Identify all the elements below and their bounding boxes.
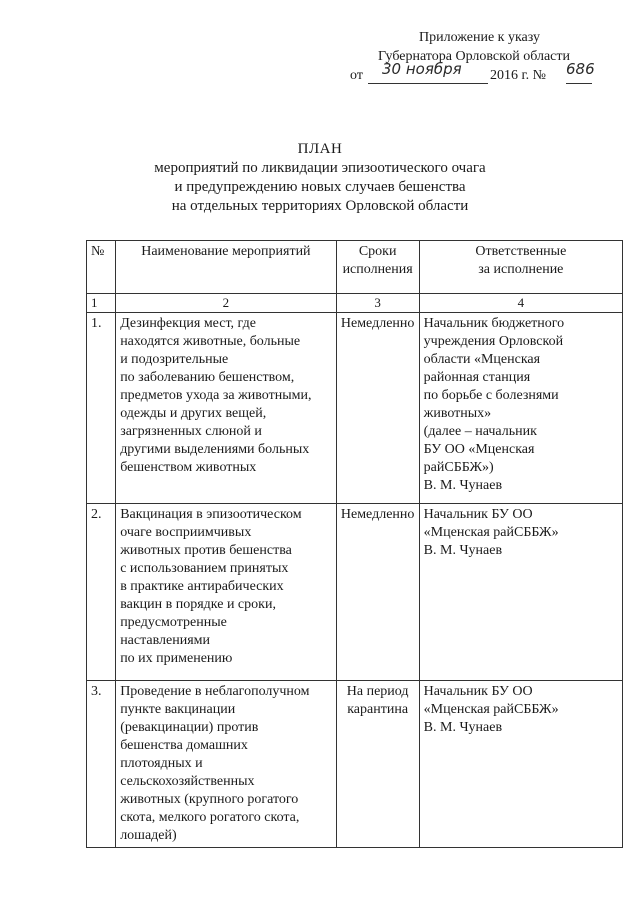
cell-line: Начальник бюджетного bbox=[423, 316, 565, 331]
cell-line: Вакцинация в эпизоотическом bbox=[120, 507, 302, 522]
row-action bbox=[116, 313, 336, 504]
cell-line: очаге восприимчивых bbox=[120, 525, 252, 540]
handwritten-date: 30 ноября bbox=[382, 60, 462, 78]
cell-line: другими выделениями больных bbox=[120, 442, 310, 457]
row-action bbox=[116, 504, 336, 681]
date-year: 2016 г. № bbox=[490, 68, 547, 83]
title-heading: ПЛАН bbox=[297, 141, 343, 157]
cell-line: На период bbox=[346, 684, 409, 699]
date-prefix: от bbox=[350, 68, 363, 83]
table-row bbox=[87, 681, 623, 848]
cell-line: лошадей) bbox=[120, 828, 177, 843]
row-responsible bbox=[419, 504, 622, 681]
cell-line: скота, мелкого рогатого скота, bbox=[120, 810, 300, 825]
cell-line: по заболеванию бешенством, bbox=[120, 370, 295, 385]
cell-line: вакцин в порядке и сроки, bbox=[120, 597, 276, 612]
title-line-1: мероприятий по ликвидации эпизоотического очага bbox=[154, 160, 486, 176]
cell-line: Немедленно bbox=[340, 316, 415, 331]
cell-line: в практике антирабических bbox=[120, 579, 284, 594]
title-line-2: и предупреждению новых случаев бешенства bbox=[174, 179, 466, 195]
appendix-line-2: Губернатора Орловской области bbox=[377, 49, 570, 64]
cell-line: В. М. Чунаев bbox=[423, 478, 503, 493]
table-header-row bbox=[87, 241, 623, 294]
cell-line: В. М. Чунаев bbox=[423, 543, 503, 558]
cell-line: «Мценская райСББЖ» bbox=[423, 702, 559, 717]
cell-line: БУ ОО «Мценская bbox=[423, 442, 535, 457]
cell-line: предусмотренные bbox=[120, 615, 227, 630]
title-line-3: на отдельных территориях Орловской области bbox=[171, 198, 469, 214]
cell-line: по их применению bbox=[120, 651, 233, 666]
row-responsible bbox=[419, 313, 622, 504]
column-number: 2 bbox=[116, 294, 336, 313]
header-responsible bbox=[419, 241, 622, 294]
cell-line: районная станция bbox=[423, 370, 531, 385]
table-row bbox=[87, 504, 623, 681]
number-underline bbox=[566, 83, 592, 84]
cell-line: одежды и других вещей, bbox=[120, 406, 267, 421]
cell-line: (ревакцинации) против bbox=[120, 720, 259, 735]
cell-line: по борьбе с болезнями bbox=[423, 388, 559, 403]
cell-line: райСББЖ») bbox=[423, 460, 494, 475]
header-number: № bbox=[87, 241, 116, 294]
cell-line: области «Мценская bbox=[423, 352, 541, 367]
cell-line: карантина bbox=[347, 702, 409, 717]
row-term bbox=[336, 313, 419, 504]
cell-line: Начальник БУ ОО bbox=[423, 507, 533, 522]
header-term bbox=[336, 241, 419, 294]
row-number: 3. bbox=[87, 681, 116, 848]
document-title bbox=[0, 140, 640, 216]
cell-line: животных» bbox=[423, 406, 492, 421]
header-responsible-line: Ответственные bbox=[475, 244, 567, 259]
cell-line: наставлениями bbox=[120, 633, 211, 648]
header-responsible-line: за исполнение bbox=[478, 262, 564, 277]
cell-line: пункте вакцинации bbox=[120, 702, 236, 717]
row-responsible bbox=[419, 681, 622, 848]
date-underline bbox=[368, 83, 488, 84]
cell-line: Начальник БУ ОО bbox=[423, 684, 533, 699]
cell-line: животных (крупного рогатого bbox=[120, 792, 299, 807]
row-term bbox=[336, 504, 419, 681]
cell-line: загрязненных слюной и bbox=[120, 424, 262, 439]
column-number-row bbox=[87, 294, 623, 313]
cell-line: плотоядных и bbox=[120, 756, 203, 771]
cell-line: «Мценская райСББЖ» bbox=[423, 525, 559, 540]
cell-line: сельскохозяйственных bbox=[120, 774, 255, 789]
column-number: 4 bbox=[419, 294, 622, 313]
cell-line: бешенства домашних bbox=[120, 738, 248, 753]
cell-line: предметов ухода за животными, bbox=[120, 388, 312, 403]
cell-line: бешенством животных bbox=[120, 460, 257, 475]
handwritten-number: 686 bbox=[566, 60, 595, 78]
header-term-line: исполнения bbox=[342, 262, 413, 277]
header-action: Наименование мероприятий bbox=[116, 241, 336, 294]
cell-line: Немедленно bbox=[340, 507, 415, 522]
column-number: 3 bbox=[336, 294, 419, 313]
plan-table bbox=[86, 240, 623, 848]
cell-line: учреждения Орловской bbox=[423, 334, 564, 349]
cell-line: В. М. Чунаев bbox=[423, 720, 503, 735]
cell-line: находятся животные, больные bbox=[120, 334, 301, 349]
appendix-line-1: Приложение к указу bbox=[419, 30, 540, 45]
column-number: 1 bbox=[87, 294, 116, 313]
cell-line: (далее – начальник bbox=[423, 424, 537, 439]
table-row bbox=[87, 313, 623, 504]
cell-line: и подозрительные bbox=[120, 352, 229, 367]
appendix-date-line bbox=[350, 60, 595, 90]
row-term bbox=[336, 681, 419, 848]
cell-line: с использованием принятых bbox=[120, 561, 289, 576]
row-number: 2. bbox=[87, 504, 116, 681]
row-action bbox=[116, 681, 336, 848]
cell-line: Проведение в неблагополучном bbox=[120, 684, 310, 699]
cell-line: Дезинфекция мест, где bbox=[120, 316, 256, 331]
cell-line: животных против бешенства bbox=[120, 543, 292, 558]
row-number: 1. bbox=[87, 313, 116, 504]
header-term-line: Сроки bbox=[358, 244, 397, 259]
